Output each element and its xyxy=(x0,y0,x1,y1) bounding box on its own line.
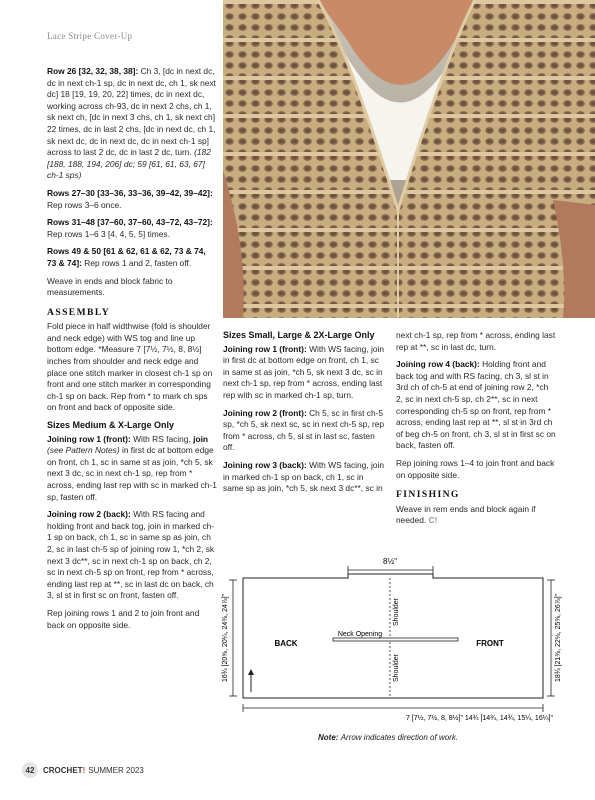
joining-row-1-small xyxy=(223,344,386,402)
left-measure: 16¾ [20⅝, 20¼, 24⅜, 24⅞]" xyxy=(222,593,229,683)
column-1 xyxy=(47,66,217,637)
joining-row-2-small-text: Ch 5, sc in first ch-5 sp, *ch 5, sk next sc, sc in next ch-5 sp, rep from * across, ch 5, sl st in last sc, fasten off. xyxy=(223,407,385,453)
back-label: BACK xyxy=(274,639,298,648)
assembly-heading: ASSEMBLY xyxy=(47,306,111,318)
continued-text: next ch-1 sp, rep from * across, ending last rep at **, sc in last dc, turn. xyxy=(396,330,556,352)
pattern-notes-ref: (see Pattern Notes) xyxy=(47,445,120,456)
schematic-svg xyxy=(218,550,563,732)
joining-row-4-back xyxy=(396,359,556,452)
joining-row-1-text-a: With RS facing, xyxy=(133,433,191,444)
rows-49-text: Rep rows 1 and 2, fasten off. xyxy=(84,257,192,268)
repeat-joining-small-text: Rep joining rows 1–4 to join front and back on opposite side. xyxy=(396,457,555,480)
neck-opening-label: Neck Opening xyxy=(337,631,383,638)
sizes-medium-heading: Sizes Medium & X-Large Only xyxy=(47,420,175,431)
running-header: Lace Stripe Cover-Up xyxy=(47,31,133,41)
rows-31-48 xyxy=(47,217,217,240)
assembly-text: Fold piece in half widthwise (fold is shoulder and neck edge) with WS tog and line up bottom edge. *Measure 7 [7½, 7½, 8, 8½] inches from shoulder and neck edge and place one stitch marker in closest ch-1 sp on front and one stitch marker in corresponding ch-1 sp on back. Rep from * to mark ch sps on front and back of opposite side. xyxy=(47,321,213,413)
joining-row-1-small-text: With WS facing, join in first dc at bottom edge on front, ch 1, sc in same st as join, *ch 5, sk next 3 dc, sc in next ch-1 sp, rep from * across, ending last rep with sc in marked ch-1 sp, turn. xyxy=(223,343,385,400)
note-label: Note: xyxy=(318,733,339,742)
rows-31-heading: Rows 31–48 [37–60, 37–60, 43–72, 43–72]: xyxy=(47,217,213,228)
repeat-joining-text: Rep joining rows 1 and 2 to join front and back on opposite side. xyxy=(47,607,200,630)
finishing-body: Weave in rem ends and block again if needed. xyxy=(396,503,536,526)
rows-27-text: Rep rows 3–6 once. xyxy=(47,199,122,210)
joining-row-2-heading: Joining row 2 (back): xyxy=(47,509,131,520)
rows-49-50 xyxy=(47,246,217,269)
finishing-heading: FINISHING xyxy=(396,489,460,501)
page-footer xyxy=(22,762,144,778)
joining-row-3-small-text: With WS facing, join in marked ch-1 sp on back, ch 1, sc in same sp as join, *ch 5, sk next 3 dc**, sc in xyxy=(223,459,385,494)
right-measure: 18¾ [21⅜, 22⅛, 25⅜, 26⅞]" xyxy=(555,593,562,683)
schematic-diagram xyxy=(218,550,563,732)
photo-illustration xyxy=(223,0,595,318)
joining-row-2-small xyxy=(223,408,386,454)
magazine-brand xyxy=(43,766,85,775)
top-measure: 8½" xyxy=(383,557,397,566)
rows-31-text: Rep rows 1–6 3 [4, 4, 5, 5] times. xyxy=(47,228,170,239)
row-26-text: Ch 3, [dc in next dc, dc in next ch-1 sp, dc in next dc, ch 1, sk next dc] 18 [19, 19, 20, 22] times, dc in next dc, working across ch-93, dc in next 2 chs, ch 1, sk next ch, [dc in next 3 chs, ch 1, sk next ch] 22 times, dc in last 2 chs, [dc in next dc, ch 1, sk next dc, dc in next dc, dc in next ch-1 sp] across to last 2 dc, dc in last 2 dc, turn. xyxy=(47,66,216,158)
page-number: 42 xyxy=(22,762,38,778)
row-26-heading: Row 26 [32, 32, 38, 38]: xyxy=(47,66,139,76)
diagram-note xyxy=(318,733,458,742)
joining-row-2-text: With RS facing and holding front and back tog, join in marked ch-1 sp on back, ch 1, sc in same sp as join, ch 2, sc in last ch-5 sp of joining row 1, *ch 2, sk next 3 dc**, sc in next ch-1 sp on back, ch 2, sc in next ch-5 sp on front, rep from * across, ending last rep at **, sc in last dc on back, ch 3, sl st in first sc on front, fasten off. xyxy=(47,509,215,601)
rows-27-30 xyxy=(47,188,217,211)
weave-text: Weave in ends and block fabric to measurements. xyxy=(47,275,173,298)
note-text: Arrow indicates direction of work. xyxy=(340,733,459,742)
joining-row-2-medium xyxy=(47,509,217,602)
garment-photo xyxy=(223,0,595,318)
joining-row-1-text-b: in first dc at bottom edge on front, ch 1, sc in same st as join, *ch 5, sk next 3 dc, sc in next ch-1 sp, rep from * across, ending last rep with sc in marked ch-1 sp, fasten off. xyxy=(47,445,217,502)
sizes-small-heading: Sizes Small, Large & 2X-Large Only xyxy=(223,330,375,340)
joining-row-4-text: Holding front and back tog and with RS facing, ch 3, sl st in 3rd ch of ch-5 at end of joining row 2, *ch 2, sc in next ch-5 sp, ch 2**, sc in next corresponding ch-5 sp on front, rep from * across, ending last rep at **, sl st in 3rd ch of beg ch-5 on front, ch 3, sl st in first sc on back, fasten off. xyxy=(396,359,556,451)
shoulder-label-bottom: Shoulder xyxy=(393,653,400,683)
row-26 xyxy=(47,66,217,182)
shoulder-label-top: Shoulder xyxy=(393,597,400,627)
joining-row-3-small-heading: Joining row 3 (back): xyxy=(223,459,307,470)
joining-row-4-heading: Joining row 4 (back): xyxy=(396,359,480,370)
direction-arrow-head xyxy=(248,669,254,675)
front-label: FRONT xyxy=(476,639,504,648)
finishing-text xyxy=(396,504,556,527)
rows-49-heading: Rows 49 & 50 [61 & 62, 61 & 62, 73 & 74, 73 & 74]: xyxy=(47,246,206,268)
brand-mark: ! xyxy=(82,765,86,775)
neck-opening xyxy=(333,638,458,641)
joining-row-2-small-heading: Joining row 2 (front): xyxy=(223,407,307,418)
joining-row-3-small xyxy=(223,460,386,495)
column-3 xyxy=(396,330,556,533)
joining-row-1-medium xyxy=(47,434,217,504)
brand-name: CROCHET xyxy=(43,765,83,775)
joining-row-1-heading: Joining row 1 (front): xyxy=(47,433,131,444)
issue-label: SUMMER 2023 xyxy=(88,765,144,775)
bottom-measure: 7 [7½, 7½, 8, 8½]" 14¾ [14¾, 14¾, 15¼, 16¼]" xyxy=(405,715,553,722)
rows-27-heading: Rows 27–30 [33–36, 33–36, 39–42, 39–42]: xyxy=(47,187,213,198)
join-term: join xyxy=(193,433,209,444)
row-26-count: (182 [188, 188, 194, 206] dc; 59 [61, 61, 63, 67] ch-1 sps) xyxy=(47,147,211,181)
end-mark: C! xyxy=(428,515,438,526)
column-2 xyxy=(223,330,386,501)
joining-row-1-small-heading: Joining row 1 (front): xyxy=(223,343,307,354)
